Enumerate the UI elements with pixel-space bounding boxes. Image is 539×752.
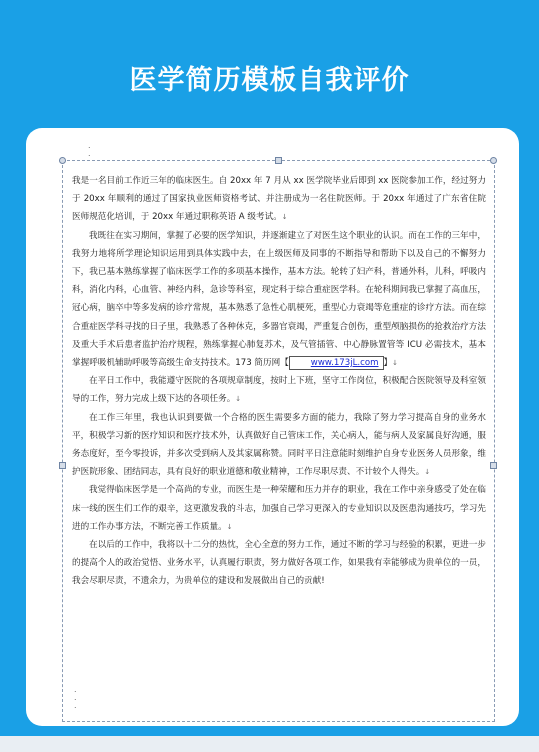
resize-handle-middle-left[interactable]: [59, 462, 66, 469]
resize-handle-top-left[interactable]: [59, 157, 66, 164]
document-body: [72, 172, 486, 591]
paragraph: 我是一名目前工作近三年的临床医生。自 20xx 年 7 月从 xx 医学院毕业后即到 xx 医院参加工作，经过努力于 20xx 年顺利的通过了国家执业医师资格考试、并注册成为一名住院医师。于 20xx 年通过了广东省住院医师规范化培训，于 20xx 年通过职称英语 A 级考试。↓: [72, 176, 486, 223]
page-title: 医学简历模板自我评价: [129, 65, 410, 96]
paragraph: 我既往在实习期间，掌握了必要的医学知识，并逐渐建立了对医生这个职业的认识。而在工作的三年中，我努力地将所学理论知识运用到具体实践中去，在上级医师及同事的不断指导和帮助下以及自己的不懈努力下，我已基本熟练掌握了临床医学工作的多项基本操作，基本方法。轮转了妇产科，普通外科，儿科，呼吸内科，消化内科，心血管、神经内科，急诊等科室，现定科于综合重症医学科。在轮科期间我已掌握了高血压，冠心病，脑卒中等多发病的诊疗常规，基本熟悉了急性心肌梗死，重型心力衰竭等危重症的诊疗方法。而在综合重症医学科寻找的日子里，我熟悉了各种休克，多器官衰竭，严重复合创伤，重型颅脑损伤的抢救治疗方法及重大手术后患者监护治疗规程，熟练掌握心肺复苏术，及气管插管、中心静脉置管等 ICU 必需技术，基本掌握呼吸机辅助呼吸等高级生命支持技术。173 简历网【 www.173jL.com 】↓: [72, 230, 486, 369]
resize-handle-top-right[interactable]: [490, 157, 497, 164]
resize-handle-middle-right[interactable]: [490, 462, 497, 469]
paragraph-mark: ↓: [235, 395, 242, 404]
margin-marks: . . .: [74, 685, 77, 710]
margin-marks: . .: [88, 141, 91, 158]
paragraph: 在工作三年里，我也认识到要做一个合格的医生需要多方面的能力，我除了努力学习提高自身的业务水平，积极学习新的医疗知识和医疗技术外，认真做好自己管床工作，关心病人，能与病人及家属良好沟通，服务态度好，至今零投诉，并多次受到病人及其家属称赞。同时平日注意能时刻维护自身专业医务人员形象，维护医院形象、团结同志，具有良好的职业道德和敬业精神，工作尽职尽责、不计较个人得失。↓: [72, 412, 486, 478]
resize-handle-top-middle[interactable]: [275, 157, 282, 164]
paragraph: 我觉得临床医学是一个高尚的专业，而医生是一种荣耀和压力并存的职业，我在工作中亲身感受了处在临床一线的医生们工作的艰辛，这更激发我的斗志，加强自己学习更深入的专业知识以及医患沟通技巧，学习先进的工作办事方法，不断完善工作质量。↓: [72, 485, 486, 532]
website-link[interactable]: www.173jL.com: [289, 356, 384, 370]
bottom-strip: [0, 736, 539, 752]
paragraph-mark: ↓: [281, 213, 288, 222]
paragraph-mark: ↓: [424, 468, 431, 477]
paragraph-mark: ↓: [392, 359, 398, 368]
paragraph-mark: ↓: [226, 522, 233, 531]
paragraph: 在以后的工作中，我将以十二分的热忱，全心全意的努力工作，通过不断的学习与经验的积累，更进一步的提高个人的政治觉悟、业务水平，认真履行职责，努力做好各项工作，如果我有幸能够成为贵单位的一员，我会尽职尽责，不遗余力，为贵单位的建设和发展做出自己的贡献!: [72, 540, 486, 587]
paragraph: 在平日工作中，我能遵守医院的各项规章制度，按时上下班，坚守工作岗位，积极配合医院领导及科室领导的工作，努力完成上级下达的各项任务。↓: [72, 376, 486, 405]
